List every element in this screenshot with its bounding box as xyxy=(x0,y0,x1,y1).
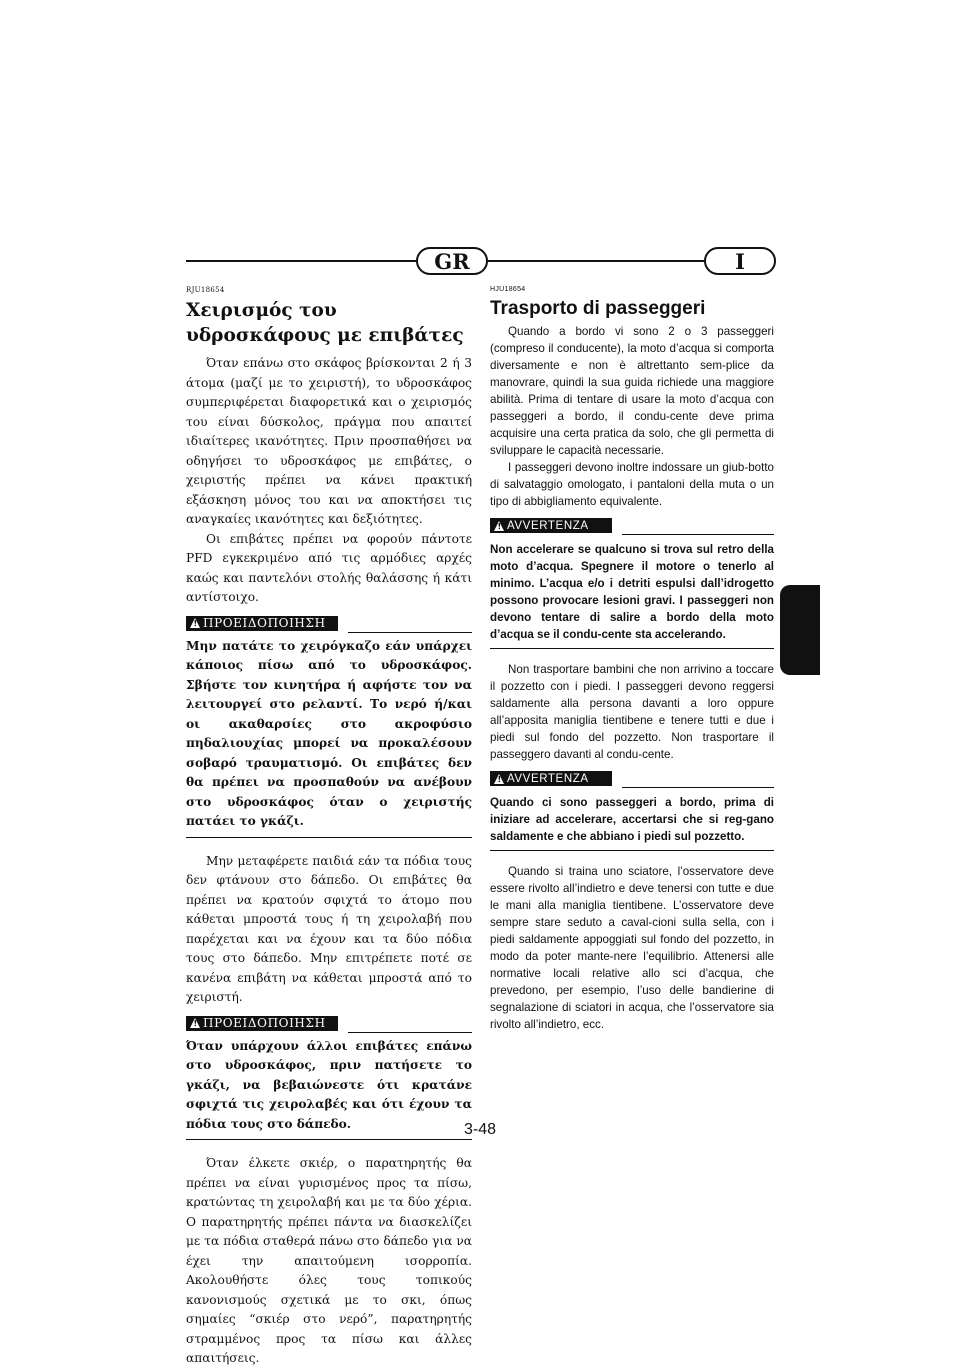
warning-rule xyxy=(622,787,774,788)
warning-text: Quando ci sono passeggeri a bordo, prima di iniziare ad accelerare, accertarsi che si reg-gano saldamente e che abbiano i piedi sul pozzetto. xyxy=(490,786,774,851)
paragraph: Quando a bordo vi sono 2 o 3 passeggeri (compreso il conducente), la moto d’acqua si comporta diversamente e non è altrettanto sem-plice da manovrare, quindi la sua guida richiede una maggiore abilità. Prima di tentare di usare la moto d’acqua con passeggeri a bordo, il condu-cente deve prima acquisire una certa pratica da solo, che gli permetta di sviluppare le capacità necessarie. xyxy=(490,325,774,457)
section-title: Trasporto di passeggeri xyxy=(490,298,706,319)
section-tab-marker xyxy=(780,585,820,675)
paragraph: Οι επιβάτες πρέπει να φορούν πάντοτε PFD εγκεκριμένο από τις αρμόδιες αρχές καώς και παντελόνι στολής θαλάσσης ή κάτι αντίστοιχο. xyxy=(186,531,472,604)
section-code: HJU18654 xyxy=(490,286,526,293)
warning-text: Μην πατάτε το χειρόγκαζο εάν υπάρχει κάποιος πίσω από το υδροσκάφος. Σβήστε τον κινητήρα ή αφήστε τον να λειτουργεί στο ρελαντί. Το νερό ή/και οι ακαθαρσίες στο ακροφύσιο πηδαλιουχίας μπορεί να προκαλέσουν σοβαρό τραυματισμό. Οι επιβάτες δεν θα πρέπει να προσπαθούν να ανέβουν στο υδροσκάφος όταν ο χειριστής πατάει το γκάζι. xyxy=(186,631,472,838)
warning-header xyxy=(186,616,472,631)
warning-header xyxy=(490,518,774,533)
warning-triangle-icon xyxy=(494,774,504,784)
paragraph: Quando si traina uno sciatore, l’osservatore deve essere rivolto all’indietro e deve tenersi con tutte e due le mani alla maniglia tientibene. L’osservatore deve sempre stare seduto a caval-cioni sulla sella, con i piedi saldamente appoggiati sul fondo del pozzetto, in modo da poter mante-nere l’equilibrio. Attenersi alle normative locali relative allo sci d’acqua, che prevedono, per esempio, l’uso delle bandierine di segnalazione di sciatori in acqua, che l’osservatore sia rivolto all’indietro, ecc. xyxy=(490,865,774,1031)
warning-label: ! AVVERTENZA xyxy=(490,771,612,786)
paragraph: I passeggeri devono inoltre indossare un giub-botto di salvataggio omologato, i pantaloni della muta o un tipo di abbigliamento equivalente. xyxy=(490,461,774,508)
warning-header xyxy=(490,771,774,786)
paragraph: Μην μεταφέρετε παιδιά εάν τα πόδια τους δεν φτάνουν στο δάπεδο. Οι επιβάτες θα πρέπει να κρατούν σφιχτά το άτομο που κάθεται μπροστά τους ή τη χειρολαβή που παρέχεται και να έχουν και τα δύο πόδια τους στο δάπεδο. Μην επιτρέπετε ποτέ σε κανένα επιβάτη να κάθεται μπροστά από το χειριστή. xyxy=(186,853,472,1004)
paragraph: Όταν έλκετε σκιέρ, ο παρατηρητής θα πρέπει να είναι γυρισμένος προς τα πίσω, κρατώντας τη χειρολαβή και με τα δύο χέρια. Ο παρατηρητής πρέπει πάντα να διασκελίζει με τα πόδια σταθερά πάνω στο δάπεδο για να έχει την απαιτούμενη ισορροπία. Ακολουθήστε όλες τους τοπικούς κανονισμούς σχετικά με το σκι, όπως σημαίες “σκιέρ στο νερό”, παρατηρητής στραμμένος προς τα πίσω και άλλες απαιτήσεις. xyxy=(186,1156,472,1365)
warning-triangle-icon xyxy=(494,521,504,531)
page-number: 3-48 xyxy=(463,1121,497,1138)
warning-label: ! ΠΡΟΕΙΔΟΠΟΙΗΣΗ xyxy=(186,616,338,631)
greek-column xyxy=(186,286,472,1369)
warning-rule xyxy=(622,534,774,535)
language-badge-gr: GR xyxy=(416,247,488,275)
warning-triangle-icon xyxy=(190,618,200,628)
warning-header xyxy=(186,1016,472,1031)
italian-column xyxy=(490,286,774,1033)
warning-triangle-icon xyxy=(190,1018,200,1028)
paragraph: Non trasportare bambini che non arrivino a toccare il pozzetto con i piedi. I passeggeri devono reggersi saldamente alla persona davanti a loro oppure all’apposita maniglia tientibene e tenere tutti e due i piedi sul fondo del pozzetto. Non trasportare il passeggero davanti al condu-cente. xyxy=(490,663,774,761)
warning-text: Non accelerare se qualcuno si trova sul retro della moto d’acqua. Spegnere il motore o tenerlo al minimo. L’acqua e/o i detriti espulsi dall’idrogetto possono provocare lesioni gravi. I passeggeri non devono tentare di salire a bordo della moto d’acqua se il condu-cente sta accelerando. xyxy=(490,533,774,649)
warning-label: ! AVVERTENZA xyxy=(490,518,612,533)
warning-rule xyxy=(348,632,472,633)
paragraph: Όταν επάνω στο σκάφος βρίσκονται 2 ή 3 άτομα (μαζί με το χειριστή), το υδροσκάφος συμπεριφέρεται διαφορετικά και ο χειρισμός του είναι δύσκολος, πράγμα που απαιτεί ιδιαίτερες ικανότητες. Πριν προσπαθήσει να οδηγήσει το υδροσκάφος με επιβάτες, ο χειριστής πρέπει να κάνει πρακτική εξάσκηση μόνος του και να αποκτήσει τις αναγκαίες ικανότητες και δεξιότητες. xyxy=(186,356,472,526)
section-code: RJU18654 xyxy=(186,286,225,294)
warning-rule xyxy=(348,1032,472,1033)
warning-label: ! ΠΡΟΕΙΔΟΠΟΙΗΣΗ xyxy=(186,1016,338,1031)
section-title: Χειρισμός του υδροσκάφους με επιβάτες xyxy=(186,300,464,346)
warning-text: Όταν υπάρχουν άλλοι επιβάτες επάνω στο υδροσκάφος, πριν πατήσετε το γκάζι, να βεβαιώνεστε ότι κρατάνε σφιχτά τις χειρολαβές και ότι έχουν τα πόδια τους στο δάπεδο. xyxy=(186,1031,472,1141)
language-badge-i: I xyxy=(704,247,776,275)
